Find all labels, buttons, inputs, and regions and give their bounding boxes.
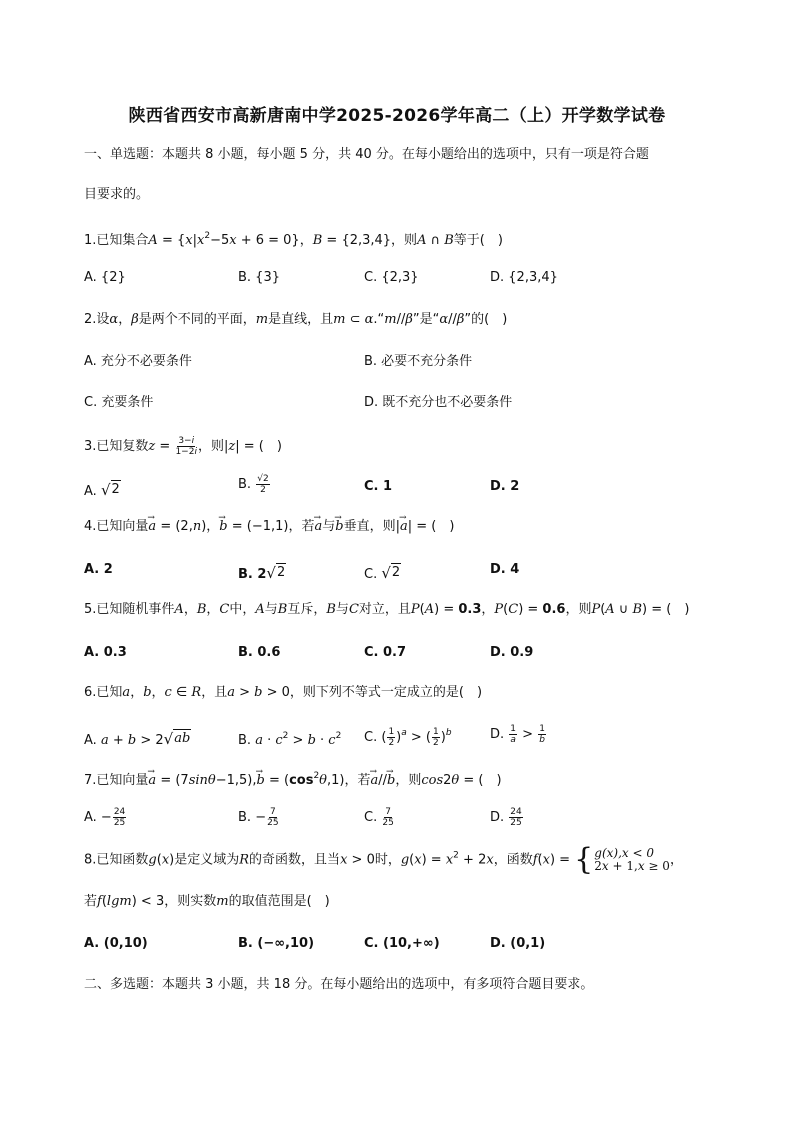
question-8-option-b: B. (−∞,10) [238, 936, 315, 951]
question-5-option-c: C. 0.7 [364, 645, 407, 660]
question-5-option-a: A. 0.3 [84, 645, 127, 660]
question-2-option-c: C. 充要条件 [84, 395, 154, 410]
page-title: 陕西省西安市高新唐南中学2025-2026学年高二（上）开学数学试卷 [128, 106, 666, 126]
question-7-option-c: C. $\frac{7}{25}$ [364, 807, 394, 828]
question-4-option-b: B. 2 √ 2 [238, 564, 286, 582]
question-8-option-c: C. (10,+∞) [364, 936, 440, 951]
question-1-option-d: D. {2,3,4} [490, 270, 558, 285]
question-8-stem-line2: 若f(lgm) < 3，则实数m的取值范围是( ) [84, 894, 330, 909]
question-3-option-d: D. 2 [490, 479, 520, 494]
question-1-option-c: C. {2,3} [364, 270, 419, 285]
question-6-option-b: B. $a \cdot c^2 > b \cdot c^2$ [238, 731, 342, 748]
question-1-option-a: A. {2} [84, 270, 126, 285]
section1-header-line1: 一、单选题：本题共 8 小题，每小题 5 分，共 40 分。在每小题给出的选项中，只有一项是符合题 [84, 147, 649, 162]
question-3-option-b: B. $\frac{√2}{2}$ [238, 474, 269, 495]
question-7-option-a: A. − $\frac{24}{25}$ [84, 807, 126, 828]
question-4-option-c: C. √ 2 [364, 564, 401, 582]
question-3-stem: 3.已知复数z = $\frac{3-i}{1-2i}$ ，则|z| = ( ) [84, 436, 282, 457]
question-6-option-c: C. ( $\frac{1}{2}$ )$^a$ > ( $\frac{1}{2}$ )$^b$ [364, 727, 452, 748]
section2-header: 二、多选题：本题共 3 小题，共 18 分。在每小题给出的选项中，有多项符合题目要求。 [84, 977, 594, 992]
question-7-stem: 7.已知向量→ $a = (7\sin\theta-1,5),\to b = (\cos^2\theta,1)$，若→ a//→ b，则cos2θ = ( ) [84, 767, 502, 790]
question-3-option-c: C. 1 [364, 479, 393, 494]
question-2-option-d: D. 既不充分也不必要条件 [364, 395, 513, 410]
question-4-option-a: A. 2 [84, 562, 113, 577]
question-5-option-b: B. 0.6 [238, 645, 281, 660]
question-2-stem: 2.设α，β是两个不同的平面，m是直线，且m ⊂ α.“m//β”是“α//β”的( ) [84, 312, 508, 327]
question-6-stem: 6.已知a，b，c ∈ R，且a > b > 0，则下列不等式一定成立的是( ) [84, 685, 483, 700]
section1-header-line2: 目要求的。 [84, 187, 150, 202]
question-7-option-b: B. − $\frac{7}{25}$ [238, 807, 279, 828]
question-5-stem: 5.已知随机事件A，B，C中，A与B互斥，B与C对立，且P(A) = 0.3，P(C) = 0.6，则P(A ∪ B) = ( ) [84, 602, 690, 617]
question-1-option-b: B. {3} [238, 270, 280, 285]
question-8-stem: 8.已知函数g(x)是定义域为R的奇函数，且当x > 0时，$g(x) = x^2 + 2x$，函数f(x) = { g(x),x < 0 2x + 1,x ≥ 0 ， [84, 842, 683, 877]
question-5-option-d: D. 0.9 [490, 645, 534, 660]
question-2-option-b: B. 必要不充分条件 [364, 354, 473, 369]
question-8-option-d: D. (0,1) [490, 936, 546, 951]
question-3-option-a: A. √ 2 [84, 481, 120, 499]
question-7-option-d: D. $\frac{24}{25}$ [490, 807, 522, 828]
question-2-option-a: A. 充分不必要条件 [84, 354, 192, 369]
question-4-stem: 4.已知向量→ a = (2,n)，→ b = (−1,1)，若→ a与→ b垂直，则|→ a| = ( ) [84, 518, 454, 536]
question-6-option-a: A. a + b > 2 √ ab [84, 730, 191, 748]
question-1-stem: 1.已知集合$A = \{x|x^2-5x + 6 = 0\}$，B = {2,3,4}，则A ∩ B等于( ) [84, 231, 503, 248]
question-8-option-a: A. (0,10) [84, 936, 148, 951]
question-6-option-d: D. $\frac{1}{a}$ > $\frac{1}{b}$ [490, 724, 545, 745]
question-4-option-d: D. 4 [490, 562, 520, 577]
